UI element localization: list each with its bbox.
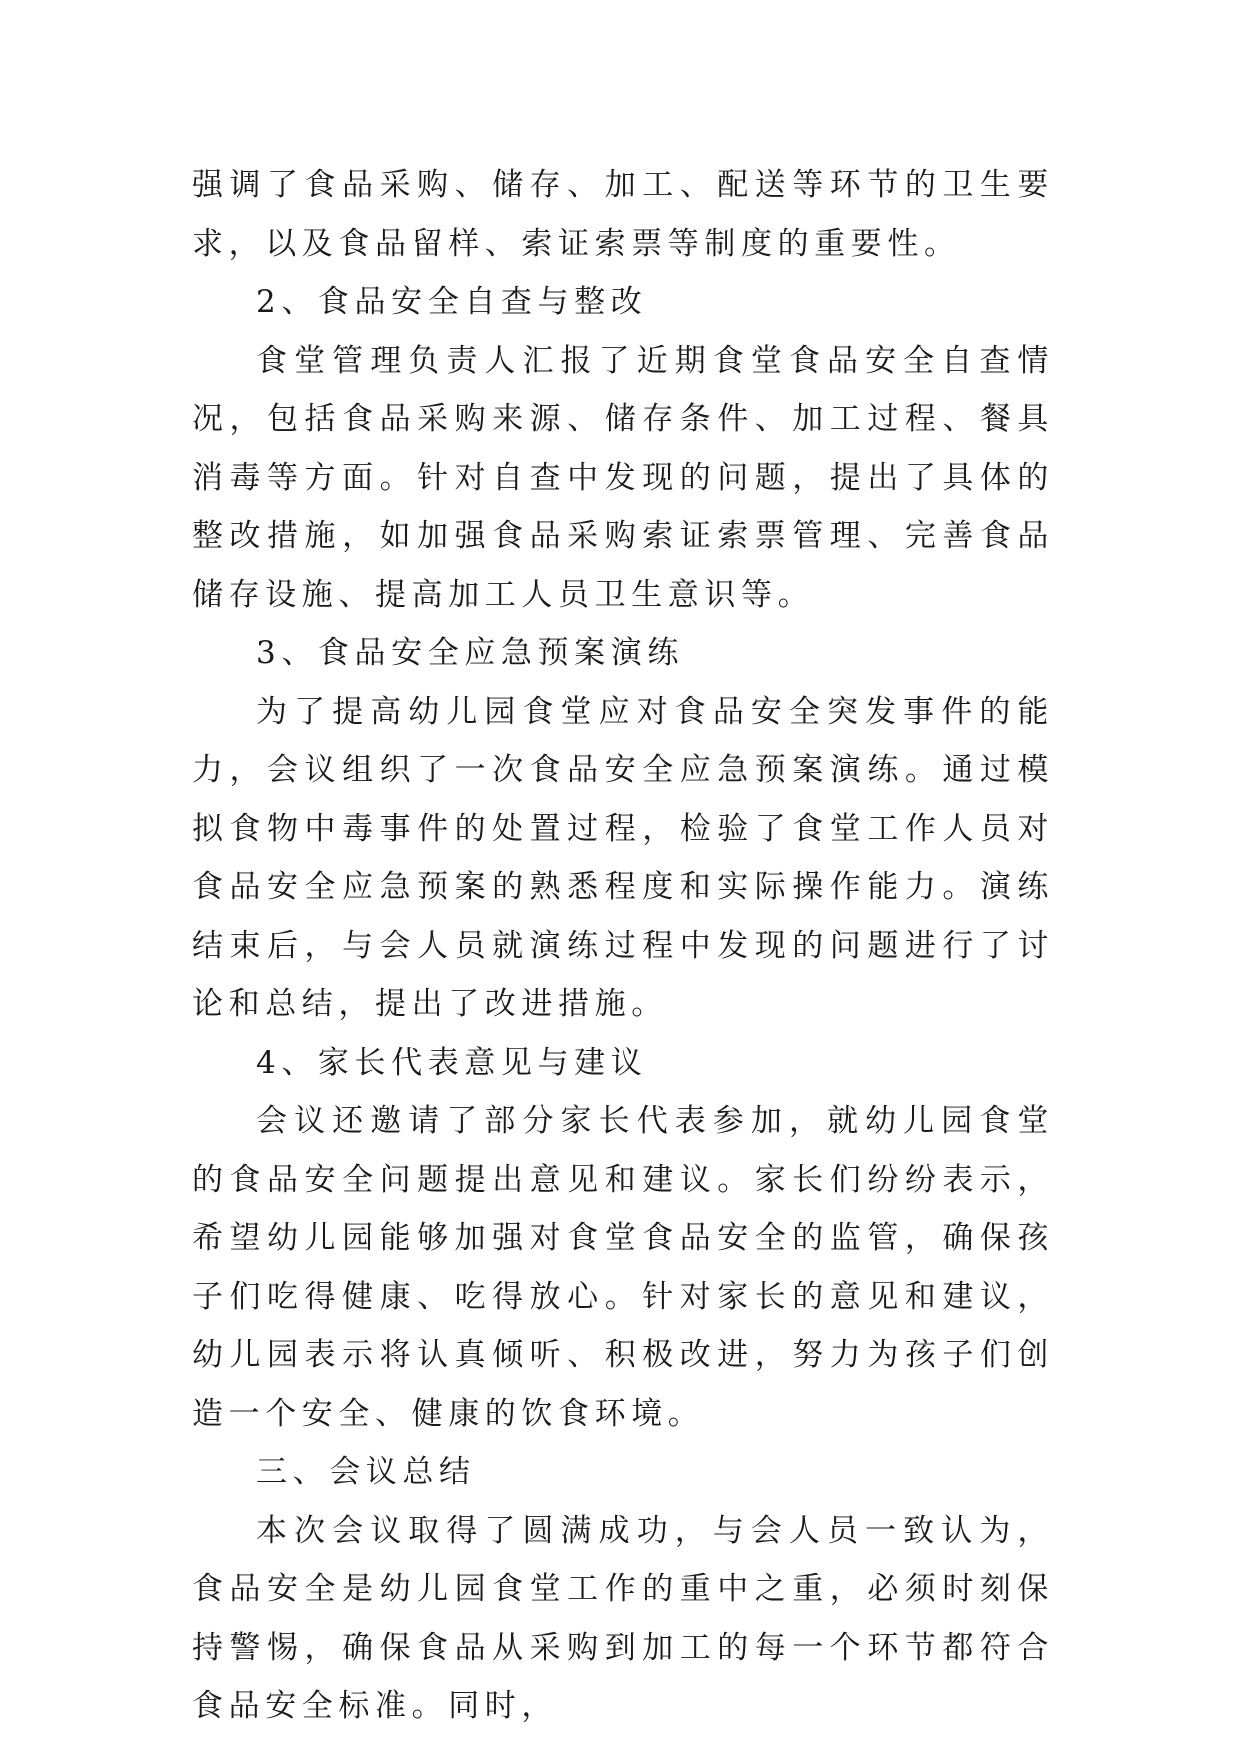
section-heading-meeting-summary: 三、会议总结 [256, 1454, 476, 1490]
paragraph-parent-feedback: 会议还邀请了部分家长代表参加，就幼儿园食堂的食品安全问题提出意见和建议。家长们纷纷表示，希望幼儿园能够加强对食堂食品安全的监管，确保孩子们吃得健康、吃得放心。针对家长的意见和建议，幼儿园表示将认真倾听、积极改进，努力为孩子们创造一个安全、健康的饮食环境。 [192, 1103, 1054, 1432]
section-heading-parent-feedback: 4、家长代表意见与建议 [256, 1044, 648, 1081]
paragraph-emergency-drill: 为了提高幼儿园食堂应对食品安全突发事件的能力，会议组织了一次食品安全应急预案演练。通过模拟食物中毒事件的处置过程，检验了食堂工作人员对食品安全应急预案的熟悉程度和实际操作能力。演练结束后，与会人员就演练过程中发现的问题进行了讨论和总结，提出了改进措施。 [192, 693, 1054, 1022]
paragraph-continuation: 强调了食品采购、储存、加工、配送等环节的卫生要求，以及食品留样、索证索票等制度的重要性。 [192, 167, 1054, 262]
paragraph-meeting-summary: 本次会议取得了圆满成功，与会人员一致认为，食品安全是幼儿园食堂工作的重中之重，必须时刻保持警惕，确保食品从采购到加工的每一个环节都符合食品安全标准。同时， [192, 1512, 1054, 1724]
paragraph-self-inspection: 食堂管理负责人汇报了近期食堂食品安全自查情况，包括食品采购来源、储存条件、加工过程、餐具消毒等方面。针对自查中发现的问题，提出了具体的整改措施，如加强食品采购索证索票管理、完善食品储存设施、提高加工人员卫生意识等。 [192, 342, 1054, 613]
section-heading-self-inspection: 2、食品安全自查与整改 [256, 284, 648, 320]
document-body [192, 156, 1054, 1736]
section-heading-emergency-drill: 3、食品安全应急预案演练 [256, 635, 684, 671]
